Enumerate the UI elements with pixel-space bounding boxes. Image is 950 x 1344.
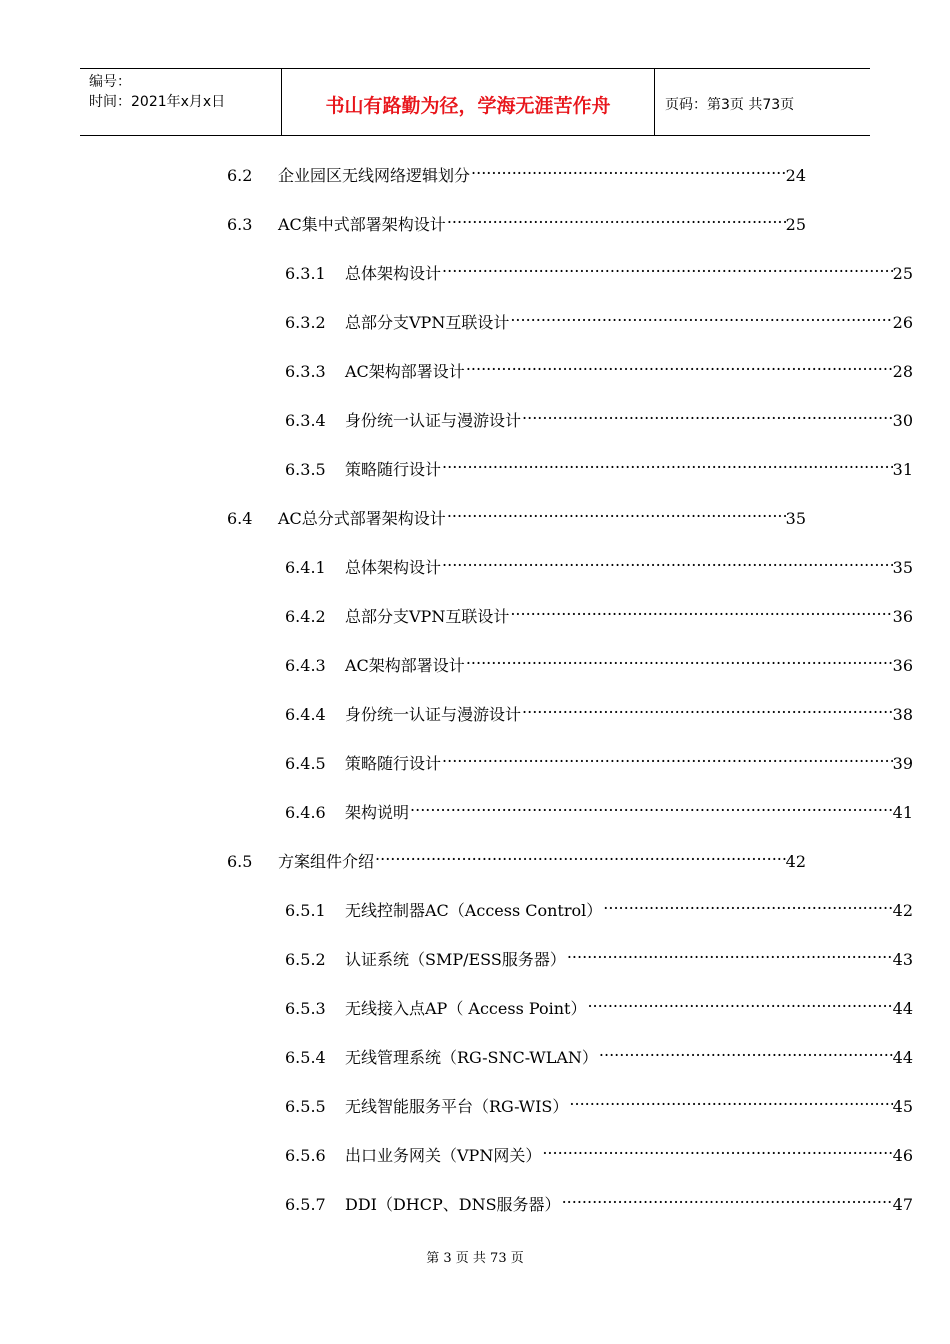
- toc-entry-page: 43: [892, 950, 913, 969]
- toc-entry[interactable]: [285, 602, 913, 627]
- toc-entry[interactable]: [285, 406, 913, 431]
- toc-entry-number: 6.3.3: [285, 362, 326, 381]
- toc-entry-title: 出口业务网关（VPN网关）: [345, 1146, 542, 1165]
- toc-entry-number: 6.5.6: [285, 1146, 326, 1165]
- header-time-label: 时间：2021年x月x日: [89, 94, 226, 110]
- toc-dot-leader: [466, 357, 893, 377]
- toc-entry[interactable]: [285, 700, 913, 725]
- toc-entry-number: 6.5.2: [285, 950, 326, 969]
- toc-entry-number: 6.4.3: [285, 656, 326, 675]
- toc-entry-title: 方案组件介绍: [278, 852, 375, 871]
- toc-entry[interactable]: [227, 847, 806, 872]
- toc-entry-title: 架构说明: [345, 803, 410, 822]
- toc-entry-number: 6.5: [227, 852, 253, 871]
- toc-entry-title: 策略随行设计: [345, 754, 442, 773]
- toc-dot-leader: [522, 700, 893, 720]
- toc-entry[interactable]: [285, 945, 913, 970]
- toc-entry[interactable]: [285, 651, 913, 676]
- toc-entry-title: 无线智能服务平台（RG-WIS）: [345, 1097, 569, 1116]
- toc-entry-page: 42: [892, 901, 913, 920]
- toc-entry[interactable]: [285, 1190, 913, 1215]
- toc-entry-page: 45: [892, 1097, 913, 1116]
- header-page-info: 页码：第3页 共73页: [665, 97, 795, 113]
- toc-entry-page: 38: [892, 705, 913, 724]
- toc-entry-number: 6.4.2: [285, 607, 326, 626]
- toc-entry-title: AC集中式部署架构设计: [278, 215, 446, 234]
- page-footer: 第 3 页 共 73 页: [426, 1251, 524, 1266]
- toc-dot-leader: [569, 1092, 892, 1112]
- toc-entry-title: DDI（DHCP、DNS服务器）: [345, 1195, 561, 1214]
- toc-entry-page: 41: [892, 803, 913, 822]
- header-number-label: 编号：: [89, 74, 131, 90]
- toc-entry-page: 31: [892, 460, 913, 479]
- page-header: [80, 68, 870, 136]
- toc-entry-page: 26: [892, 313, 913, 332]
- toc-entry-number: 6.4.6: [285, 803, 326, 822]
- toc-entry[interactable]: [285, 1092, 913, 1117]
- toc-entry-title: AC总分式部署架构设计: [278, 509, 446, 528]
- toc-dot-leader: [442, 749, 893, 769]
- toc-entry-page: 44: [892, 1048, 913, 1067]
- toc-dot-leader: [447, 210, 786, 230]
- toc-entry-title: AC架构部署设计: [345, 362, 465, 381]
- toc-dot-leader: [599, 1043, 893, 1063]
- toc-entry-number: 6.3.4: [285, 411, 326, 430]
- toc-entry-number: 6.4.5: [285, 754, 326, 773]
- toc-entry-page: 30: [892, 411, 913, 430]
- toc-entry[interactable]: [285, 553, 913, 578]
- toc-entry-page: 25: [892, 264, 913, 283]
- toc-entry[interactable]: [227, 210, 806, 235]
- toc-entry-number: 6.3.5: [285, 460, 326, 479]
- toc-entry-number: 6.3.1: [285, 264, 326, 283]
- toc-entry-page: 25: [785, 215, 806, 234]
- toc-entry[interactable]: [285, 749, 913, 774]
- toc-entry-number: 6.4: [227, 509, 253, 528]
- toc-dot-leader: [466, 651, 893, 671]
- toc-entry-page: 24: [785, 166, 806, 185]
- toc-dot-leader: [562, 1190, 893, 1210]
- toc-entry-title: 认证系统（SMP/ESS服务器）: [345, 950, 566, 969]
- toc-dot-leader: [442, 455, 893, 475]
- toc-entry-page: 44: [892, 999, 913, 1018]
- toc-entry-page: 46: [892, 1146, 913, 1165]
- toc-entry-page: 35: [785, 509, 806, 528]
- toc-entry-page: 42: [785, 852, 806, 871]
- header-meta: [80, 69, 282, 135]
- toc-entry-number: 6.2: [227, 166, 253, 185]
- toc-entry[interactable]: [285, 357, 913, 382]
- toc-dot-leader: [510, 602, 892, 622]
- toc-entry-number: 6.5.5: [285, 1097, 326, 1116]
- toc-entry-number: 6.5.4: [285, 1048, 326, 1067]
- toc-entry[interactable]: [285, 896, 913, 921]
- toc-entry-title: 无线接入点AP（ Access Point）: [345, 999, 587, 1018]
- toc-entry-page: 35: [892, 558, 913, 577]
- toc-entry-title: 身份统一认证与漫游设计: [345, 411, 522, 430]
- toc-entry-number: 6.3.2: [285, 313, 326, 332]
- toc-dot-leader: [442, 553, 893, 573]
- toc-entry-page: 36: [892, 607, 913, 626]
- toc-entry-title: 总部分支VPN互联设计: [345, 607, 510, 626]
- toc-dot-leader: [542, 1141, 892, 1161]
- toc-entry[interactable]: [285, 259, 913, 284]
- toc-entry-title: 企业园区无线网络逻辑划分: [278, 166, 471, 185]
- toc-dot-leader: [522, 406, 893, 426]
- toc-entry-page: 28: [892, 362, 913, 381]
- toc-entry-number: 6.3: [227, 215, 253, 234]
- toc-entry-page: 47: [892, 1195, 913, 1214]
- toc-entry-title: 总体架构设计: [345, 264, 442, 283]
- toc-entry-title: 策略随行设计: [345, 460, 442, 479]
- header-motto: 书山有路勤为径，学海无涯苦作舟: [282, 69, 655, 135]
- toc-entry[interactable]: [285, 1043, 913, 1068]
- toc-dot-leader: [567, 945, 893, 965]
- toc-entry-number: 6.5.7: [285, 1195, 326, 1214]
- toc-entry[interactable]: [227, 504, 806, 529]
- toc-dot-leader: [587, 994, 892, 1014]
- toc-entry[interactable]: [285, 1141, 913, 1166]
- toc-entry[interactable]: [285, 994, 913, 1019]
- toc-dot-leader: [471, 161, 786, 181]
- toc-dot-leader: [410, 798, 893, 818]
- toc-dot-leader: [447, 504, 786, 524]
- toc-dot-leader: [375, 847, 786, 867]
- toc-entry-title: 身份统一认证与漫游设计: [345, 705, 522, 724]
- toc-dot-leader: [510, 308, 892, 328]
- toc-entry-number: 6.4.4: [285, 705, 326, 724]
- toc-entry-number: 6.5.3: [285, 999, 326, 1018]
- toc-entry-number: 6.4.1: [285, 558, 326, 577]
- toc-entry-title: 无线控制器AC（Access Control）: [345, 901, 603, 920]
- toc-entry-number: 6.5.1: [285, 901, 326, 920]
- toc-entry-page: 36: [892, 656, 913, 675]
- toc-entry[interactable]: [227, 161, 806, 186]
- toc-entry-title: 总部分支VPN互联设计: [345, 313, 510, 332]
- toc-entry-page: 39: [892, 754, 913, 773]
- toc-entry[interactable]: [285, 455, 913, 480]
- toc-dot-leader: [442, 259, 893, 279]
- toc-entry-title: 总体架构设计: [345, 558, 442, 577]
- toc-dot-leader: [603, 896, 892, 916]
- toc-entry[interactable]: [285, 798, 913, 823]
- toc-entry-title: AC架构部署设计: [345, 656, 465, 675]
- toc-entry[interactable]: [285, 308, 913, 333]
- toc-entry-title: 无线管理系统（RG-SNC-WLAN）: [345, 1048, 598, 1067]
